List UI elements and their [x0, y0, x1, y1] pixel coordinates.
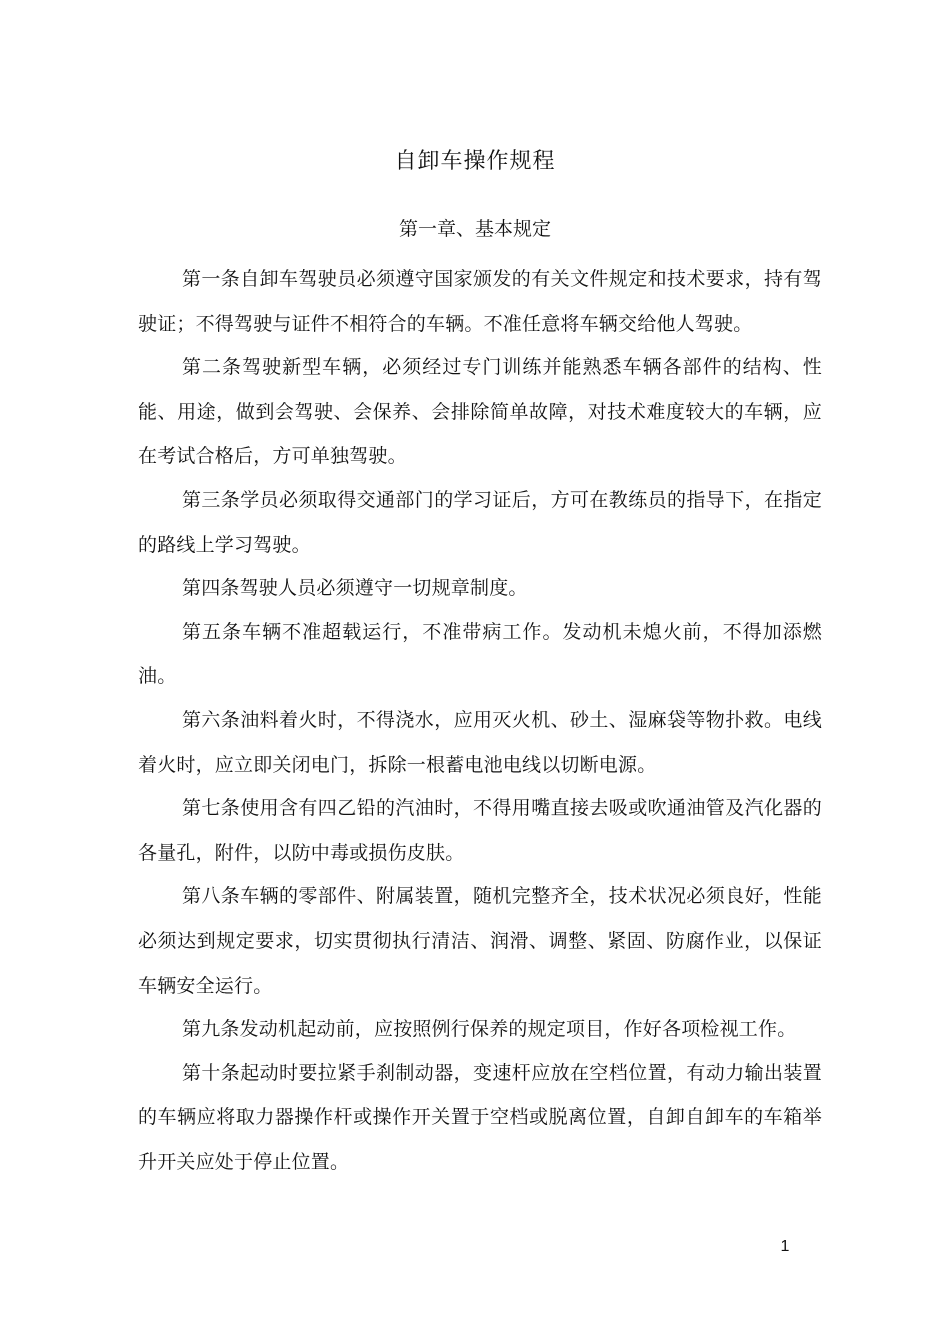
article-3: 第三条学员必须取得交通部门的学习证后，方可在教练员的指导下，在指定的路线上学习驾驶。 [138, 488, 822, 556]
article-8: 第八条车辆的零部件、附属装置，随机完整齐全，技术状况必须良好，性能必须达到规定要求，切实贯彻执行清洁、润滑、调整、紧固、防腐作业，以保证车辆安全运行。 [138, 885, 822, 997]
document-title: 自卸车操作规程 [394, 149, 556, 174]
article-2: 第二条驾驶新型车辆，必须经过专门训练并能熟悉车辆各部件的结构、性能、用途，做到会驾驶、会保养、会排除简单故障，对技术难度较大的车辆，应在考试合格后，方可单独驾驶。 [138, 356, 822, 468]
page-number: 1 [780, 1238, 790, 1255]
article-6: 第六条油料着火时，不得浇水，应用灭火机、砂土、湿麻袋等物扑救。电线着火时，应立即关闭电门，拆除一根蓄电池电线以切断电源。 [138, 708, 822, 776]
chapter-heading: 第一章、基本规定 [398, 218, 551, 240]
article-9: 第九条发动机起动前，应按照例行保养的规定项目，作好各项检视工作。 [182, 1018, 797, 1041]
article-4: 第四条驾驶人员必须遵守一切规章制度。 [182, 577, 528, 600]
document-body [138, 257, 822, 1183]
article-10: 第十条起动时要拉紧手刹制动器，变速杆应放在空档位置，有动力输出装置的车辆应将取力器操作杆或操作开关置于空档或脱离位置，自卸自卸车的车箱举升开关应处于停止位置。 [138, 1061, 822, 1173]
article-5: 第五条车辆不准超载运行，不准带病工作。发动机未熄火前，不得加添燃油。 [138, 620, 822, 688]
article-7: 第七条使用含有四乙铅的汽油时，不得用嘴直接去吸或吹通油管及汽化器的各量孔，附件，以防中毒或损伤皮肤。 [138, 797, 822, 864]
article-1: 第一条自卸车驾驶员必须遵守国家颁发的有关文件规定和技术要求，持有驾驶证；不得驾驶与证件不相符合的车辆。不准任意将车辆交给他人驾驶。 [138, 268, 822, 335]
